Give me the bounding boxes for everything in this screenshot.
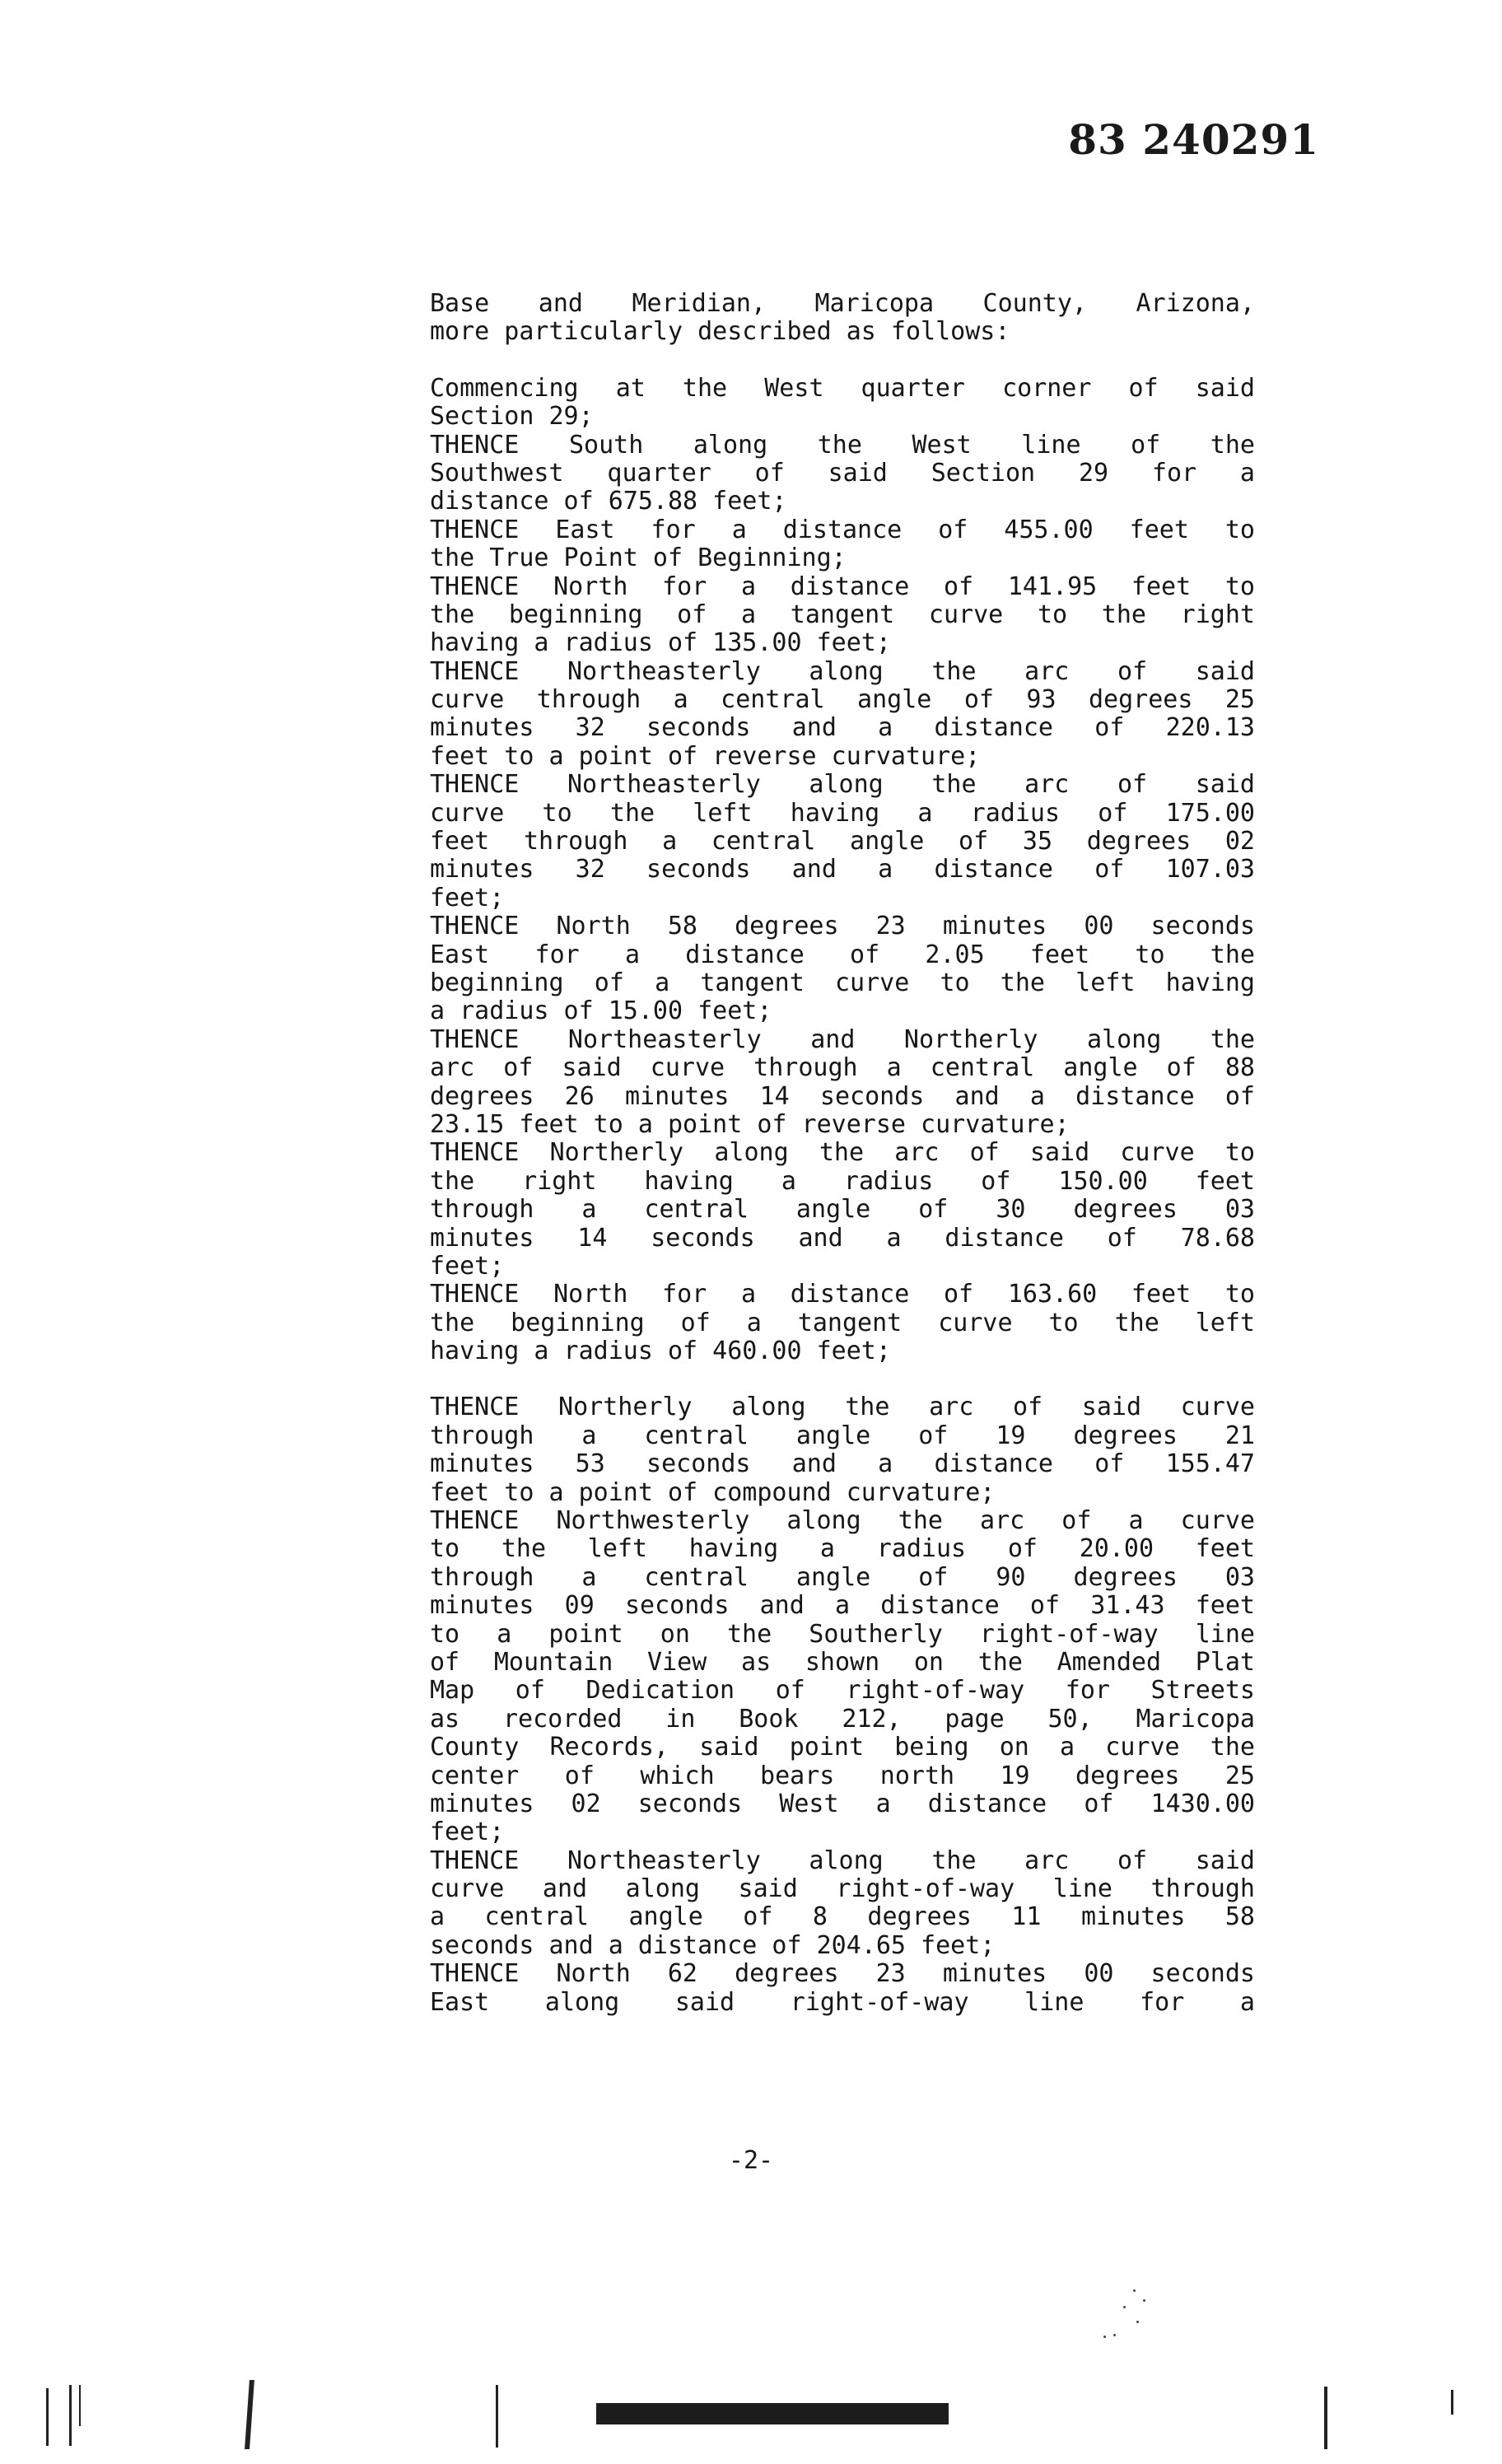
text-line: to a point on the Southerly right-of-way line xyxy=(430,1620,1255,1649)
scan-artifact-left-bar-3 xyxy=(79,2385,81,2426)
scan-artifact-left-bar-4 xyxy=(245,2380,254,2449)
text-line: seconds and a distance of 204.65 feet; xyxy=(430,1931,996,1960)
scan-artifact-left-bar-2 xyxy=(69,2385,72,2446)
scan-speckle xyxy=(1123,2306,1126,2308)
text-line: the beginning of a tangent curve to the left xyxy=(430,1309,1255,1337)
scan-artifact-right-bar-1 xyxy=(1324,2387,1327,2449)
text-line: THENCE Northeasterly along the arc of said xyxy=(430,771,1255,800)
scan-artifact-left-bar-1 xyxy=(46,2388,49,2446)
text-line: having a radius of 135.00 feet; xyxy=(430,629,891,658)
text-line: feet; xyxy=(430,1252,505,1281)
text-line: as recorded in Book 212, page 50, Maricopa xyxy=(430,1705,1255,1734)
text-line: having a radius of 460.00 feet; xyxy=(430,1337,891,1366)
text-line: THENCE North for a distance of 141.95 feet to xyxy=(430,572,1255,601)
text-line: Commencing at the West quarter corner of said xyxy=(430,374,1255,403)
text-line: Section 29; xyxy=(430,403,594,432)
text-line: THENCE South along the West line of the xyxy=(430,431,1255,460)
text-line: through a central angle of 19 degrees 21 xyxy=(430,1421,1255,1450)
text-line: the beginning of a tangent curve to the right xyxy=(430,600,1255,629)
text-line: curve and along said right-of-way line through xyxy=(430,1875,1255,1904)
text-line: to the left having a radius of 20.00 feet xyxy=(430,1535,1255,1564)
text-line: THENCE Northerly along the arc of said curve xyxy=(430,1393,1255,1422)
text-line: 23.15 feet to a point of reverse curvature; xyxy=(430,1110,1070,1139)
page-number xyxy=(0,2146,1502,2175)
text-line: the right having a radius of 150.00 feet xyxy=(430,1167,1255,1196)
scan-speckle xyxy=(1133,2289,1136,2292)
text-line: feet through a central angle of 35 degrees 02 xyxy=(430,828,1255,856)
paragraph xyxy=(430,375,1255,1366)
text-line: more particularly described as follows: xyxy=(430,318,1010,347)
document-number: 83 240291 xyxy=(1068,115,1319,164)
text-line: THENCE Northeasterly and Northerly along the xyxy=(430,1025,1255,1054)
text-line: arc of said curve through a central angle of 88 xyxy=(430,1054,1255,1083)
text-line: THENCE East for a distance of 455.00 feet to xyxy=(430,516,1255,544)
text-line: minutes 02 seconds West a distance of 1430.00 xyxy=(430,1790,1255,1818)
text-line: minutes 32 seconds and a distance of 107.03 xyxy=(430,856,1255,884)
text-line: East for a distance of 2.05 feet to the xyxy=(430,940,1255,969)
scan-speckle xyxy=(1113,2334,1116,2336)
scan-speckle xyxy=(1143,2299,1145,2302)
text-line: THENCE Northeasterly along the arc of said xyxy=(430,657,1255,686)
text-line: feet to a point of reverse curvature; xyxy=(430,742,981,771)
scan-speckle xyxy=(1103,2336,1106,2338)
text-line: curve to the left having a radius of 175.00 xyxy=(430,799,1255,828)
text-line: a central angle of 8 degrees 11 minutes 58 xyxy=(430,1903,1255,1932)
legal-description xyxy=(430,290,1255,2045)
text-line: feet; xyxy=(430,884,505,912)
text-line: THENCE Northwesterly along the arc of a curve xyxy=(430,1507,1255,1536)
text-line: feet; xyxy=(430,1818,505,1847)
paragraph xyxy=(430,1393,1255,2017)
text-line: THENCE North for a distance of 163.60 feet to xyxy=(430,1281,1255,1309)
text-line: curve through a central angle of 93 degrees 25 xyxy=(430,686,1255,715)
text-line: through a central angle of 30 degrees 03 xyxy=(430,1196,1255,1225)
text-line: minutes 32 seconds and a distance of 220.13 xyxy=(430,714,1255,743)
scan-artifact-left-bar-5 xyxy=(496,2385,498,2448)
scan-speckle xyxy=(1136,2321,1139,2323)
text-line: beginning of a tangent curve to the left having xyxy=(430,968,1255,997)
text-line: minutes 14 seconds and a distance of 78.68 xyxy=(430,1224,1255,1253)
scan-artifact-right-bar-2 xyxy=(1451,2390,1453,2415)
text-line: feet to a point of compound curvature; xyxy=(430,1478,996,1507)
scan-artifact-bottom-strip xyxy=(596,2403,949,2424)
text-line: THENCE Northeasterly along the arc of said xyxy=(430,1846,1255,1875)
text-line: Map of Dedication of right-of-way for Streets xyxy=(430,1677,1255,1706)
text-line: County Records, said point being on a curve the xyxy=(430,1734,1255,1762)
text-line: the True Point of Beginning; xyxy=(430,544,847,573)
text-line: distance of 675.88 feet; xyxy=(430,488,787,516)
text-line: East along said right-of-way line for a xyxy=(430,1988,1255,2017)
text-line: THENCE North 58 degrees 23 minutes 00 seconds xyxy=(430,912,1255,941)
text-line: Southwest quarter of said Section 29 for a xyxy=(430,459,1255,488)
paragraph xyxy=(430,290,1255,347)
text-line: of Mountain View as shown on the Amended Plat xyxy=(430,1648,1255,1677)
text-line: THENCE Northerly along the arc of said curve to xyxy=(430,1139,1255,1168)
text-line: THENCE North 62 degrees 23 minutes 00 seconds xyxy=(430,1960,1255,1989)
text-line: minutes 53 seconds and a distance of 155.47 xyxy=(430,1450,1255,1479)
text-line: degrees 26 minutes 14 seconds and a distance of xyxy=(430,1082,1255,1111)
text-line: minutes 09 seconds and a distance of 31.43 feet xyxy=(430,1592,1255,1621)
text-line: Base and Meridian, Maricopa County, Arizona, xyxy=(430,290,1255,318)
page-number-text: -2- xyxy=(728,2146,774,2175)
text-line: a radius of 15.00 feet; xyxy=(430,997,772,1026)
text-line: through a central angle of 90 degrees 03 xyxy=(430,1563,1255,1592)
text-line: center of which bears north 19 degrees 25 xyxy=(430,1762,1255,1790)
